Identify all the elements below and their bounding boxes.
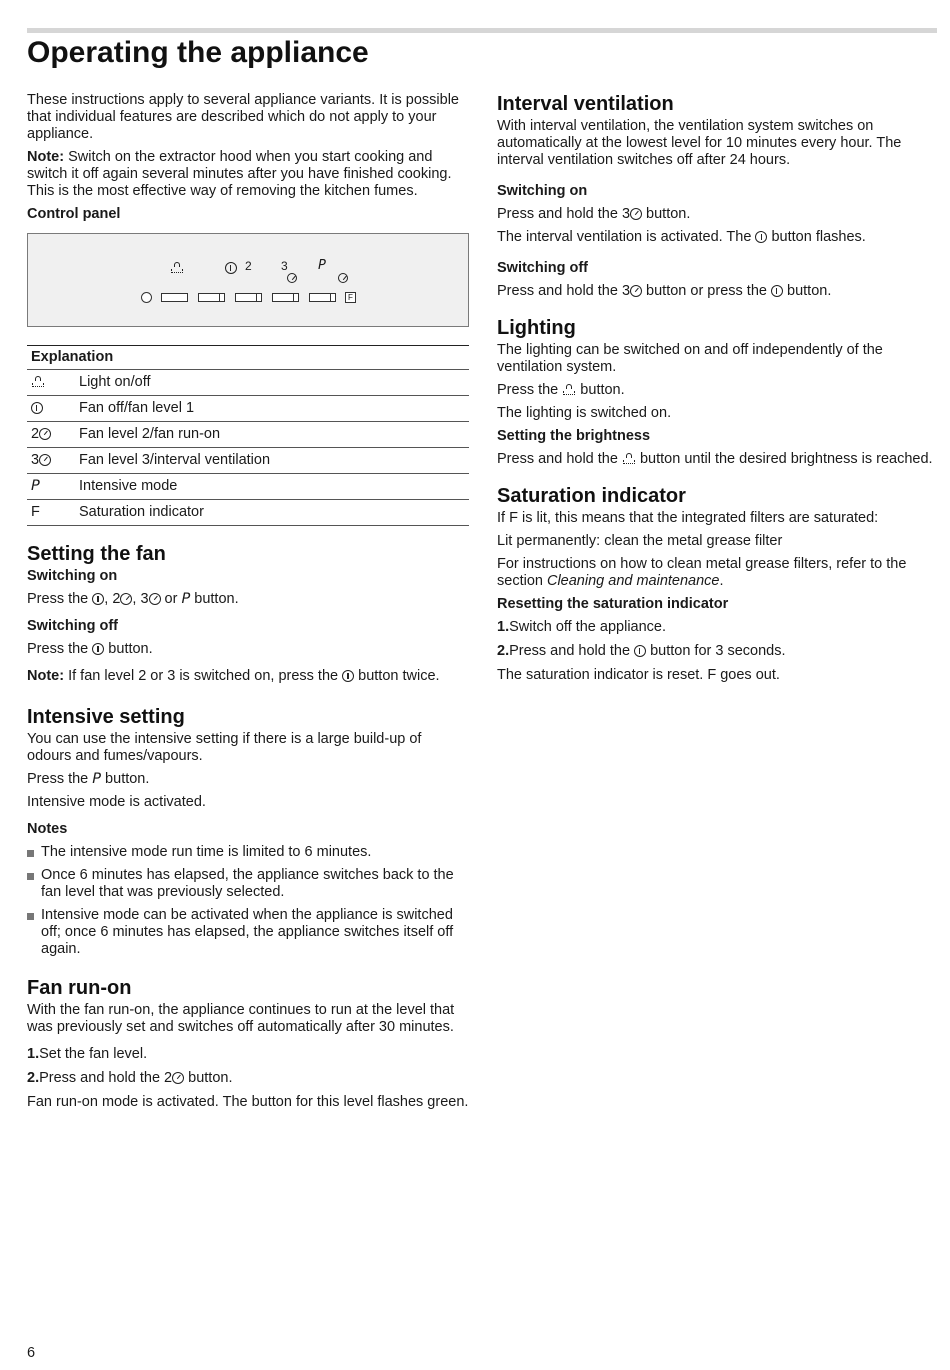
row-text: Light on/off bbox=[75, 370, 469, 396]
saturation-section bbox=[497, 484, 939, 684]
list-item: 1.Set the fan level. bbox=[27, 1046, 148, 1062]
row-text: Saturation indicator bbox=[75, 500, 469, 526]
row-text: Fan level 3/interval ventilation bbox=[75, 448, 469, 474]
power-icon bbox=[31, 402, 43, 414]
power-icon bbox=[342, 670, 354, 682]
timer-icon bbox=[149, 593, 161, 605]
page-number: 6 bbox=[27, 1345, 36, 1361]
switching-on-heading: Switching on bbox=[27, 568, 118, 584]
interval-on-text: Press and hold the 3 button. bbox=[497, 206, 691, 222]
interval-on-heading: Switching on bbox=[497, 183, 588, 199]
switching-off-text: Press the button. bbox=[27, 641, 153, 657]
fan-runon-heading: Fan run-on bbox=[27, 977, 132, 999]
table-row bbox=[27, 370, 469, 396]
row-symbol: F bbox=[27, 500, 75, 526]
panel-intensive-icon: P bbox=[318, 258, 326, 273]
lighting-press: Press the button. bbox=[497, 382, 625, 398]
intensive-icon: P bbox=[92, 771, 102, 787]
intensive-icon: P bbox=[31, 478, 40, 494]
saturation-result: The saturation indicator is reset. F goes out. bbox=[497, 667, 780, 683]
timer-icon bbox=[39, 428, 51, 440]
fan-runon-result: Fan run-on mode is activated. The button for this level flashes green. bbox=[27, 1094, 469, 1110]
table-row bbox=[27, 396, 469, 422]
timer-icon bbox=[120, 593, 132, 605]
intro-paragraph: These instructions apply to several appliance variants. It is possible that individual features are described which do not apply to your appliance. bbox=[27, 92, 459, 142]
power-icon bbox=[92, 643, 104, 655]
notes-heading: Notes bbox=[27, 821, 68, 837]
power-icon bbox=[92, 593, 104, 605]
interval-off-text: Press and hold the 3 button or press the button. bbox=[497, 283, 832, 299]
fan-runon-section bbox=[27, 976, 469, 1111]
interval-on-result: The interval ventilation is activated. The button flashes. bbox=[497, 229, 866, 245]
panel-light-icon bbox=[170, 262, 184, 274]
saturation-para3: For instructions on how to clean metal grease filters, refer to the section Cleaning and maintenance. bbox=[497, 556, 907, 589]
list-item: 2.Press and hold the 2 button. bbox=[27, 1070, 233, 1086]
light-icon bbox=[31, 376, 45, 388]
list-item: Intensive mode can be activated when the appliance is switched off; once 6 minutes has elapsed, the appliance switches itself off again. bbox=[27, 907, 469, 958]
power-icon bbox=[771, 285, 783, 297]
lighting-heading: Lighting bbox=[497, 317, 576, 339]
intensive-icon: P bbox=[181, 591, 191, 607]
table-row bbox=[27, 422, 469, 448]
intensive-heading: Intensive setting bbox=[27, 706, 185, 728]
setting-fan-section bbox=[27, 542, 469, 685]
lighting-section bbox=[497, 316, 939, 468]
panel-power-icon bbox=[225, 262, 237, 274]
panel-saturation-f: F bbox=[345, 292, 356, 303]
control-panel-heading: Control panel bbox=[27, 206, 121, 222]
list-item: 2.Press and hold the button for 3 seconds. bbox=[497, 643, 786, 659]
saturation-heading: Saturation indicator bbox=[497, 485, 686, 507]
list-item: Once 6 minutes has elapsed, the appliance switches back to the fan level that was previously selected. bbox=[27, 867, 469, 901]
fan-note: Note: If fan level 2 or 3 is switched on, press the button twice. bbox=[27, 668, 440, 684]
panel-sensor-circle bbox=[141, 292, 152, 303]
panel-fan1-button bbox=[198, 293, 225, 302]
table-row bbox=[27, 500, 469, 526]
right-column bbox=[497, 92, 939, 690]
page-title: Operating the appliance bbox=[27, 36, 369, 69]
row-symbol: 3 bbox=[31, 452, 40, 468]
intro-note bbox=[27, 149, 469, 200]
row-text: Intensive mode bbox=[75, 474, 469, 500]
interval-section bbox=[497, 92, 939, 300]
panel-intensive-button bbox=[309, 293, 336, 302]
panel-timer-icon-3 bbox=[338, 273, 348, 283]
interval-heading: Interval ventilation bbox=[497, 93, 674, 115]
intensive-activated: Intensive mode is activated. bbox=[27, 794, 206, 810]
panel-label-3: 3 bbox=[281, 259, 288, 273]
timer-icon bbox=[630, 208, 642, 220]
row-symbol: 2 bbox=[31, 426, 40, 442]
power-icon bbox=[634, 645, 646, 657]
light-icon bbox=[562, 384, 576, 396]
reset-heading: Resetting the saturation indicator bbox=[497, 596, 729, 612]
intensive-para: You can use the intensive setting if there is a large build-up of odours and fumes/vapours. bbox=[27, 731, 422, 764]
power-icon bbox=[755, 231, 767, 243]
switching-on-text: Press the , 2 , 3 or P button. bbox=[27, 591, 239, 607]
reset-steps bbox=[497, 619, 939, 660]
intensive-section bbox=[27, 705, 469, 958]
control-panel-diagram bbox=[27, 233, 469, 327]
lighting-result: The lighting is switched on. bbox=[497, 405, 672, 421]
left-column bbox=[27, 92, 469, 1117]
light-icon bbox=[622, 453, 636, 465]
panel-fan2-button bbox=[235, 293, 262, 302]
table-row bbox=[27, 474, 469, 500]
header-rule bbox=[27, 28, 937, 33]
list-item: 1.Switch off the appliance. bbox=[497, 619, 667, 635]
brightness-heading: Setting the brightness bbox=[497, 428, 651, 444]
notes-list bbox=[27, 844, 469, 958]
interval-off-heading: Switching off bbox=[497, 260, 589, 276]
table-row bbox=[27, 448, 469, 474]
lighting-para: The lighting can be switched on and off independently of the ventilation system. bbox=[497, 342, 883, 375]
explanation-heading: Explanation bbox=[27, 346, 469, 370]
panel-timer-icon-2 bbox=[287, 273, 297, 283]
intensive-press: Press the P button. bbox=[27, 771, 150, 787]
fan-runon-para: With the fan run-on, the appliance continues to run at the level that was previously set and switches off automatically after 30 minutes. bbox=[27, 1002, 455, 1035]
note-text: Switch on the extractor hood when you start cooking and switch it off again several minutes after you have finished cooking. This is the most effective way of removing the kitchen fumes. bbox=[27, 149, 452, 199]
row-text: Fan level 2/fan run-on bbox=[75, 422, 469, 448]
saturation-para1: If F is lit, this means that the integrated filters are saturated: bbox=[497, 510, 879, 526]
list-item: The intensive mode run time is limited to 6 minutes. bbox=[27, 844, 469, 861]
timer-icon bbox=[630, 285, 642, 297]
fan-runon-steps bbox=[27, 1046, 469, 1087]
saturation-para2: Lit permanently: clean the metal grease filter bbox=[497, 533, 783, 549]
interval-para: With interval ventilation, the ventilation system switches on automatically at the lowest level for 10 minutes every hour. The interval ventilation switches off after 24 hours. bbox=[497, 118, 902, 168]
switching-off-heading: Switching off bbox=[27, 618, 119, 634]
explanation-table bbox=[27, 345, 469, 526]
panel-light-button bbox=[161, 293, 188, 302]
note-label: Note: bbox=[27, 149, 65, 165]
timer-icon bbox=[39, 454, 51, 466]
panel-fan3-button bbox=[272, 293, 299, 302]
row-text: Fan off/fan level 1 bbox=[75, 396, 469, 422]
brightness-text: Press and hold the button until the desired brightness is reached. bbox=[497, 451, 933, 467]
setting-fan-heading: Setting the fan bbox=[27, 543, 166, 565]
panel-label-2: 2 bbox=[245, 259, 252, 273]
timer-icon bbox=[172, 1072, 184, 1084]
